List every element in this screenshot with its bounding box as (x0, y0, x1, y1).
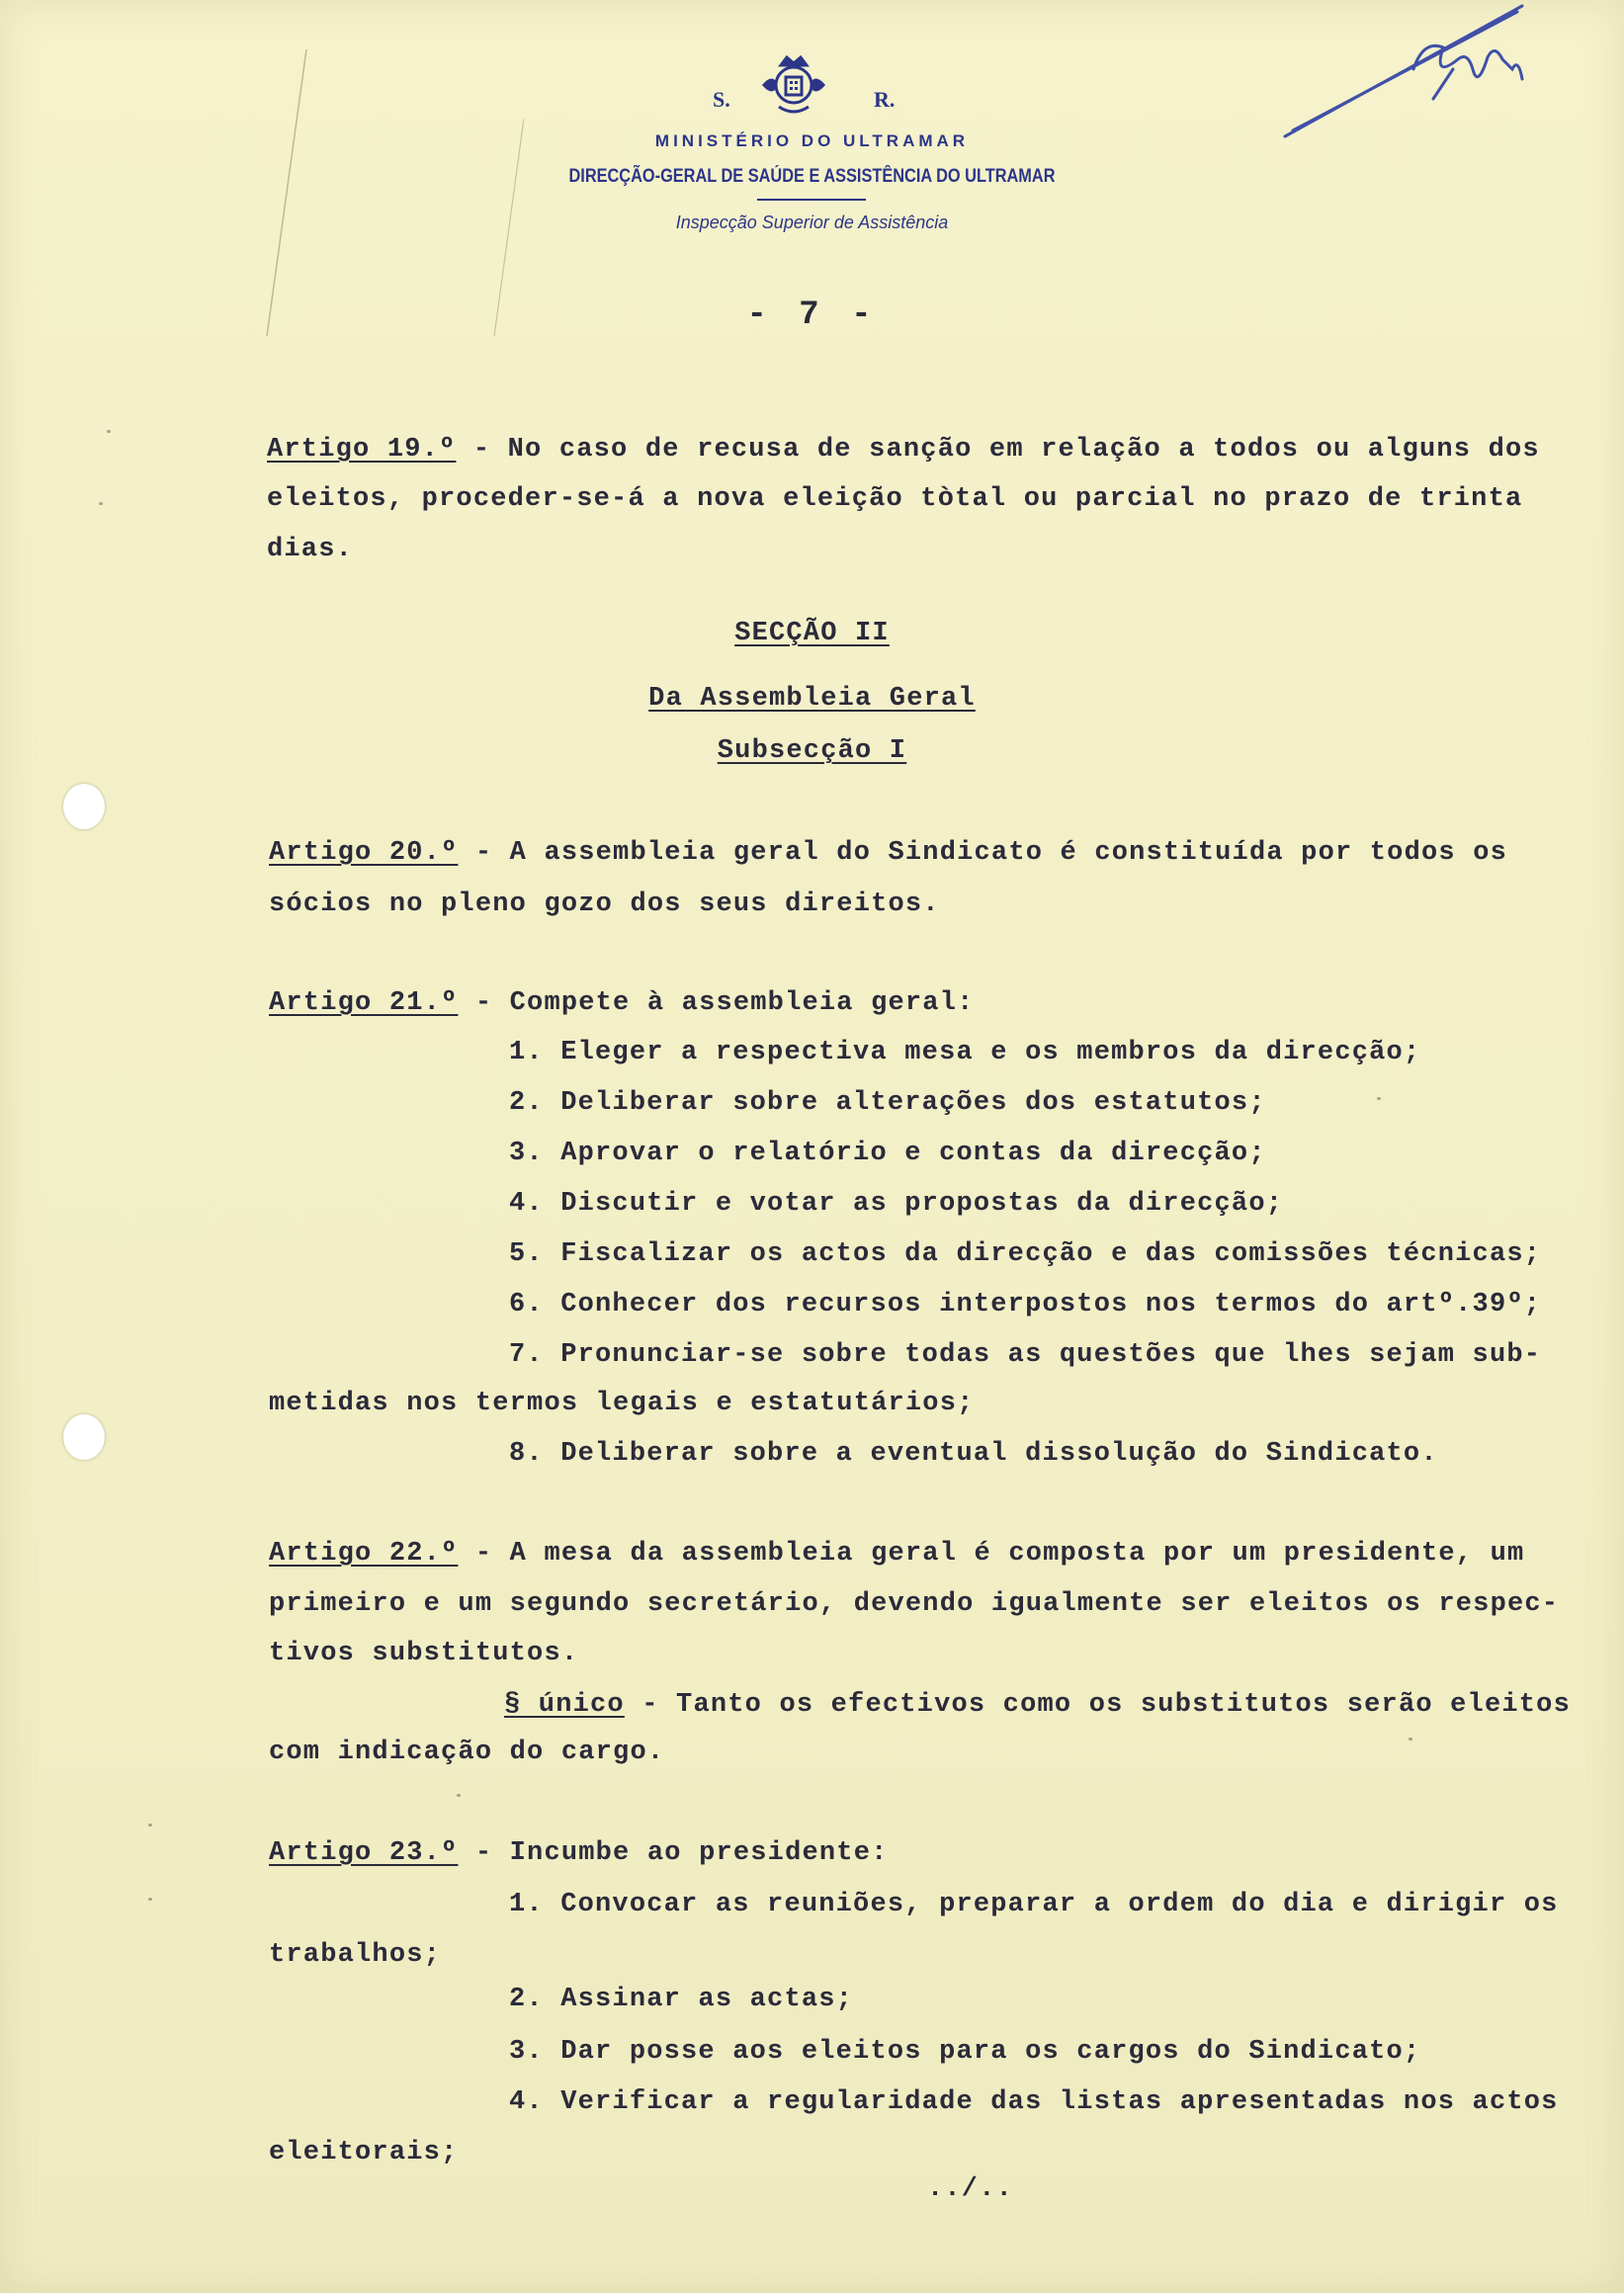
paper-speck (107, 430, 111, 433)
header-r-label: R. (874, 87, 896, 112)
article-22 (269, 1539, 1524, 1569)
article-21 (269, 988, 975, 1018)
article-20-line2: sócios no pleno gozo dos seus direitos. (269, 890, 940, 919)
article-23 (269, 1838, 889, 1868)
article-22-unico (504, 1690, 1571, 1720)
pencil-marks (227, 40, 524, 336)
article-19-line1: - No caso de recusa de sanção em relação a todos ou alguns dos (456, 435, 1540, 465)
article-23-item-1: 1. Convocar as reuniões, preparar a ordem do dia e dirigir os (509, 1890, 1559, 1919)
continuation-mark: ../.. (927, 2174, 1014, 2204)
paper-speck (457, 1794, 461, 1797)
article-21-item-4: 4. Discutir e votar as propostas da direcção; (509, 1189, 1284, 1219)
article-21-intro: - Compete à assembleia geral: (458, 988, 975, 1018)
article-21-item-1: 1. Eleger a respectiva mesa e os membros da direcção; (509, 1038, 1421, 1067)
article-23-item-2: 2. Assinar as actas; (509, 1985, 854, 2014)
article-23-item-4-cont: eleitorais; (269, 2138, 459, 2167)
article-19-line3: dias. (267, 535, 354, 564)
article-21-item-6: 6. Conhecer dos recursos interpostos nos termos do artº.39º; (509, 1290, 1542, 1319)
paper-speck (148, 1898, 152, 1901)
article-21-item-5: 5. Fiscalizar os actos da direcção e das comissões técnicas; (509, 1239, 1542, 1269)
article-22-line1: - A mesa da assembleia geral é composta por um presidente, um (458, 1539, 1525, 1569)
punch-hole-bottom (63, 1414, 105, 1460)
article-20 (269, 838, 1507, 868)
signature-mark (1275, 0, 1542, 148)
section-subtitle: Da Assembleia Geral (648, 684, 976, 714)
paper-speck (148, 1824, 152, 1826)
coat-of-arms-icon (759, 51, 828, 117)
punch-hole-top (63, 784, 105, 829)
article-21-item-2: 2. Deliberar sobre alterações dos estatutos; (509, 1088, 1266, 1118)
article-23-item-3: 3. Dar posse aos eleitos para os cargos do Sindicato; (509, 2037, 1421, 2067)
article-21-item-7: 7. Pronunciar-se sobre todas as questões que lhes sejam sub- (509, 1340, 1542, 1370)
subsection-title: Subsecção I (717, 736, 907, 766)
paper-speck (1409, 1738, 1412, 1741)
ministry-title: MINISTÉRIO DO ULTRAMAR (654, 131, 970, 150)
article-21-label: Artigo 21.º (269, 988, 459, 1018)
page-number: - 7 - (746, 297, 878, 334)
article-19-label: Artigo 19.º (267, 435, 457, 465)
header-s-label: S. (713, 87, 730, 112)
article-22-unico-text: - Tanto os efectivos como os substitutos serão eleitos (624, 1690, 1571, 1720)
article-23-intro: - Incumbe ao presidente: (458, 1838, 889, 1868)
paper-speck (99, 502, 103, 505)
section-title: SECÇÃO II (734, 619, 890, 648)
inspection-subtitle: Inspecção Superior de Assistência (675, 212, 949, 232)
article-20-line1: - A assembleia geral do Sindicato é constituída por todos os (458, 838, 1507, 868)
article-21-item-8: 8. Deliberar sobre a eventual dissolução do Sindicato. (509, 1439, 1438, 1469)
article-22-line3: tivos substitutos. (269, 1639, 579, 1668)
article-22-unico-label: § único (504, 1690, 625, 1720)
article-19-line2: eleitos, proceder-se-á a nova eleição tòtal ou parcial no prazo de trinta (267, 484, 1523, 514)
article-21-item-7-cont: metidas nos termos legais e estatutários; (269, 1389, 975, 1418)
article-22-label: Artigo 22.º (269, 1539, 459, 1569)
article-22-line2: primeiro e um segundo secretário, devendo igualmente ser eleitos os respec- (269, 1589, 1560, 1619)
directorate-title: DIRECÇÃO-GERAL DE SAÚDE E ASSISTÊNCIA DO ULTRAMAR (568, 166, 1056, 187)
header-divider (757, 199, 866, 201)
article-23-item-4: 4. Verificar a regularidade das listas apresentadas nos actos (509, 2087, 1559, 2117)
article-21-item-3: 3. Aprovar o relatório e contas da direcção; (509, 1139, 1266, 1168)
paper-speck (1377, 1097, 1381, 1100)
article-19 (267, 435, 1540, 465)
article-23-item-1-cont: trabalhos; (269, 1940, 442, 1970)
article-20-label: Artigo 20.º (269, 838, 459, 868)
article-23-label: Artigo 23.º (269, 1838, 459, 1868)
article-22-line5: com indicação do cargo. (269, 1738, 665, 1767)
